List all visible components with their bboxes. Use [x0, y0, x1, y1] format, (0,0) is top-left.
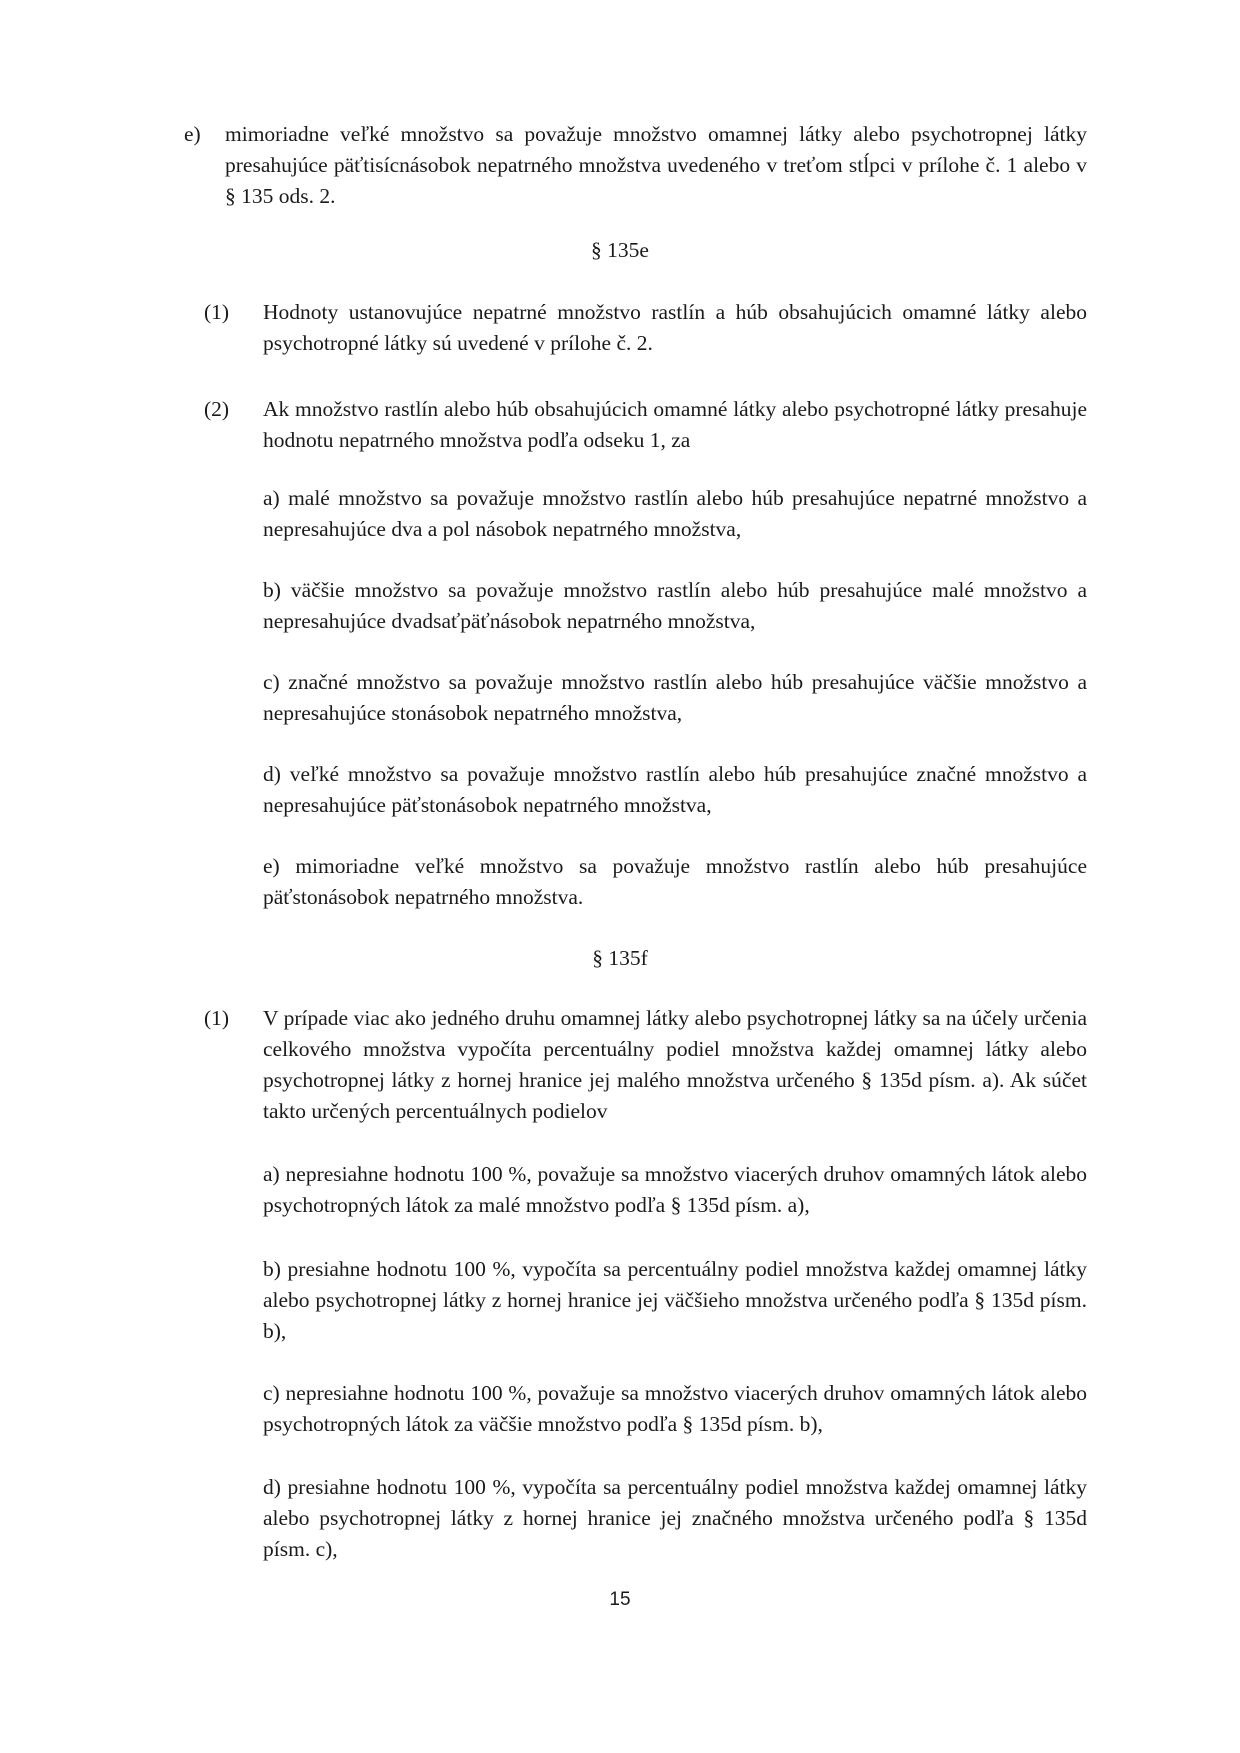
list-item-135e-c: c) značné množstvo sa považuje množstvo rastlín alebo húb presahujúce väčšie množstvo a nepresahujúce stonásobok nepatrného množstva,: [263, 670, 1087, 725]
page-number: 15: [609, 1589, 631, 1610]
list-item-135f-b: b) presiahne hodnotu 100 %, vypočíta sa percentuálny podiel množstva každej omamnej látky alebo psychotropnej látky z hornej hranice jej väčšieho množstva určeného podľa § 135d písm. b),: [263, 1257, 1087, 1343]
list-item-135f-c: c) nepresiahne hodnotu 100 %, považuje sa množstvo viacerých druhov omamných látok alebo psychotropných látok za väčšie množstvo podľa § 135d písm. b),: [263, 1381, 1087, 1436]
paragraph-text-135e-2: Ak množstvo rastlín alebo húb obsahujúcich omamné látky alebo psychotropné látky presahuje hodnotu nepatrného množstva podľa odseku 1, za: [263, 397, 1087, 452]
paragraph-marker-135e-2: (2): [204, 397, 230, 421]
list-item-135e-a: a) malé množstvo sa považuje množstvo rastlín alebo húb presahujúce nepatrné množstvo a nepresahujúce dva a pol násobok nepatrného množstva,: [263, 486, 1087, 541]
item-marker-e: e): [184, 122, 201, 146]
item-text-e: mimoriadne veľké množstvo sa považuje množstvo omamnej látky alebo psychotropnej látky presahujúce päťtisícnásobok nepatrného množstva uvedeného v treťom stĺpci v prílohe č. 1 alebo v § 135 ods. 2.: [225, 122, 1087, 208]
list-item-135e-b: b) väčšie množstvo sa považuje množstvo rastlín alebo húb presahujúce malé množstvo a nepresahujúce dvadsaťpäťnásobok nepatrného množstva,: [263, 578, 1087, 633]
list-item-135f-d: d) presiahne hodnotu 100 %, vypočíta sa percentuálny podiel množstva každej omamnej látky alebo psychotropnej látky z hornej hranice jej značného množstva určeného podľa § 135d písm. c),: [263, 1475, 1087, 1561]
section-heading-135e: § 135e: [591, 238, 649, 262]
list-item-135e-d: d) veľké množstvo sa považuje množstvo rastlín alebo húb presahujúce značné množstvo a nepresahujúce päťstonásobok nepatrného množstva,: [263, 762, 1087, 817]
list-item-135f-a: a) nepresiahne hodnotu 100 %, považuje sa množstvo viacerých druhov omamných látok alebo psychotropných látok za malé množstvo podľa § 135d písm. a),: [263, 1162, 1087, 1217]
list-item-135e-e: e) mimoriadne veľké množstvo sa považuje množstvo rastlín alebo húb presahujúce päťstonásobok nepatrného množstva.: [263, 854, 1087, 909]
paragraph-text-135e-1: Hodnoty ustanovujúce nepatrné množstvo rastlín a húb obsahujúcich omamné látky alebo psychotropné látky sú uvedené v prílohe č. 2.: [263, 300, 1087, 355]
section-heading-135f: § 135f: [592, 946, 648, 970]
paragraph-text-135f-1: V prípade viac ako jedného druhu omamnej látky alebo psychotropnej látky sa na účely určenia celkového množstva vypočíta percentuálny podiel množstva každej omamnej látky alebo psychotropnej látky z hornej hranice jej malého množstva určeného § 135d písm. a). Ak súčet takto určených percentuálnych podielov: [263, 1006, 1087, 1123]
paragraph-marker-135e-1: (1): [204, 300, 230, 324]
paragraph-marker-135f-1: (1): [204, 1006, 230, 1030]
